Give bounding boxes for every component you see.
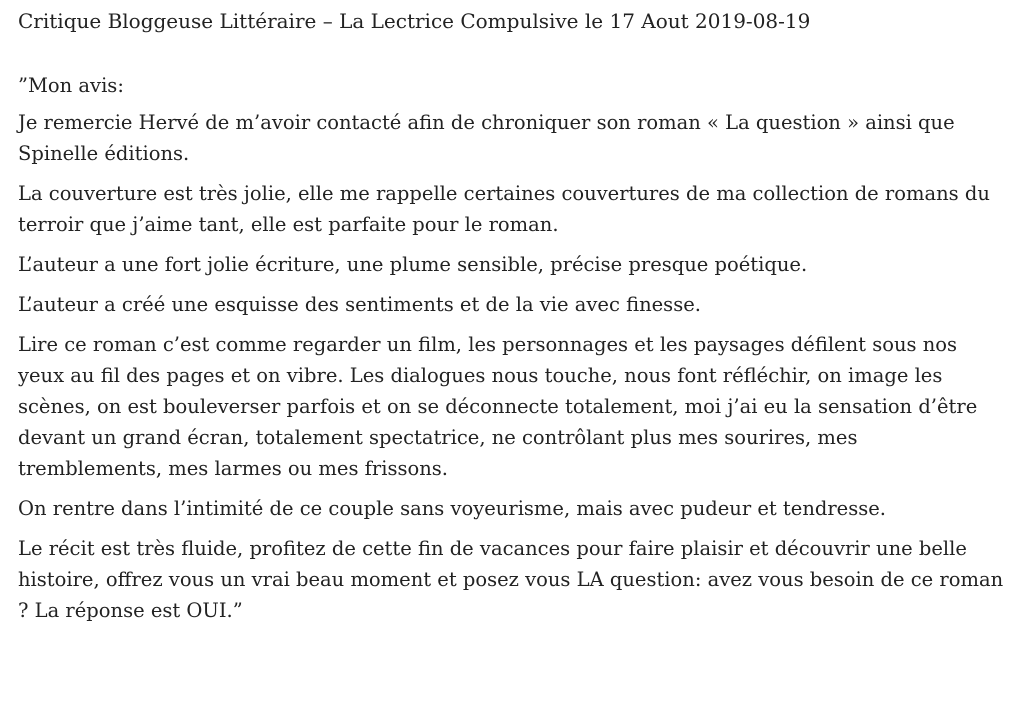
review-paragraph: Le récit est très fluide, profitez de cette fin de vacances pour faire plaisir et découvrir une belle histoire, offrez vous un vrai beau moment et posez vous LA question: avez vous besoin de ce roman ? La réponse est OUI.” (18, 537, 1004, 622)
review-paragraph: On rentre dans l’intimité de ce couple sans voyeurisme, mais avec pudeur et tendresse. (18, 497, 886, 520)
review-paragraph: Lire ce roman c’est comme regarder un film, les personnages et les paysages défilent sous nos yeux au fil des pages et on vibre. Les dialogues nous touche, nous font réfléchir, on image les scènes, on est bouleverser parfois et on se déconnecte totalement, moi j’ai eu la sensation d’être devant un grand écran, totalement spectatrice, ne contrôlant plus mes sourires, mes tremblements, mes larmes ou mes frissons. (18, 333, 978, 480)
review-intro: ”Mon avis: (18, 74, 124, 97)
review-paragraph: Je remercie Hervé de m’avoir contacté afin de chroniquer son roman « La question » ainsi que Spinelle éditions. (18, 111, 955, 165)
review-paragraph: L’auteur a une fort jolie écriture, une plume sensible, précise presque poétique. (18, 253, 808, 276)
page-title: Critique Bloggeuse Littéraire – La Lectrice Compulsive le 17 Aout 2019-08-19 (18, 9, 811, 33)
review-paragraph: La couverture est très jolie, elle me rappelle certaines couvertures de ma collection de romans du terroir que j’aime tant, elle est parfaite pour le roman. (18, 182, 990, 236)
review-paragraph: L’auteur a créé une esquisse des sentiments et de la vie avec finesse. (18, 293, 701, 316)
review-body (18, 70, 1006, 626)
